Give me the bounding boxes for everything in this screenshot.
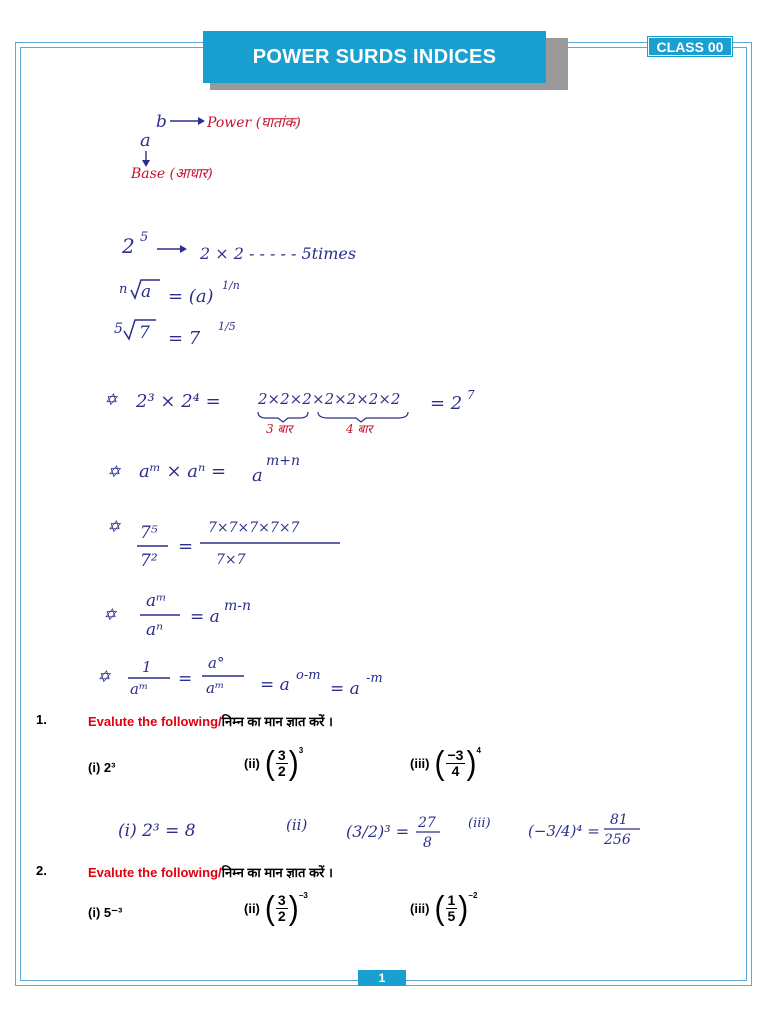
answer-iii-expr: (−3/4)⁴ =: [528, 822, 600, 840]
q1-part-ii-exp: 3: [298, 746, 304, 755]
q1-part-iii-exp: 4: [476, 746, 481, 755]
question-2-title-hi: निम्न का मान ज्ञात करें ।: [221, 865, 333, 880]
q2-part-iii-exp: −2: [468, 891, 478, 900]
star-4: ✡: [103, 605, 117, 624]
page-title: POWER SURDS INDICES: [203, 31, 546, 83]
question-2-number: 2.: [36, 863, 47, 878]
q1-part-iii-fraction: $\frac{-3}{4}$: [447, 747, 464, 779]
q1-part-iii: (iii) ( $\frac{-3}{4}$ ) 4: [410, 744, 481, 782]
rule1-brace1: [258, 412, 308, 422]
class-badge-label: CLASS 00: [648, 37, 732, 56]
star-2: ✡: [107, 462, 121, 481]
answer-ii-den: 8: [423, 835, 432, 851]
root-ex-rhs: = 7: [168, 328, 201, 349]
rule1-brace2: [318, 412, 408, 422]
rule3-rnum: 7×7×7×7×7: [208, 520, 300, 536]
arrow-power-head: [198, 117, 205, 125]
root-def-radicand: a: [141, 282, 152, 302]
answer-ii-label: (ii): [286, 816, 308, 834]
rule5-rhs1-exp: o-m: [296, 668, 321, 683]
rule1-rhs-exp: 7: [467, 388, 475, 402]
q1-part-ii-fraction: $\frac{3}{2}$: [277, 747, 286, 779]
q2-part-iii-label: (iii): [410, 901, 430, 916]
rule3-den: 7²: [140, 551, 158, 571]
question-1-title-hi: निम्न का मान ज्ञात करें ।: [221, 714, 333, 729]
base-a: a: [140, 130, 151, 151]
rule5-den2: aᵐ: [206, 679, 225, 697]
rule2-rhs-exp: m+n: [266, 453, 301, 469]
answer-i: (i) 2³ = 8: [118, 821, 196, 841]
base-label: Base (आधार): [131, 166, 213, 182]
rule5-rhs2-exp: -m: [366, 671, 383, 686]
rule4-den: aⁿ: [146, 620, 164, 640]
answer-iii-num: 81: [610, 812, 628, 828]
answer-iii-den: 256: [604, 832, 631, 848]
question-2-title-en: Evalute the following/: [88, 865, 222, 880]
q1-part-ii: (ii) ( $\frac{3}{2}$ ) 3: [244, 744, 304, 782]
rule5-eq1: =: [178, 669, 193, 689]
power-label: Power (घातांक): [207, 115, 301, 131]
q2-part-iii-fraction: $\frac{1}{5}$: [447, 892, 456, 924]
q2-part-ii: (ii) ( $\frac{3}{2}$ ) −3: [244, 889, 308, 927]
rule4-num: aᵐ: [146, 591, 167, 611]
answer-iii-label: (iii): [468, 816, 491, 831]
rule1-brace2-label: 4 बार: [346, 422, 373, 436]
page-number: 1: [358, 970, 406, 986]
rule1-rhs: = 2: [430, 393, 463, 414]
star-3: ✡: [107, 517, 121, 536]
q2-part-ii-fraction: $\frac{3}{2}$: [277, 892, 286, 924]
root-def-index: n: [119, 282, 128, 297]
ex1-base: 2: [122, 234, 135, 258]
q2-part-iii: (iii) ( $\frac{1}{5}$ ) −2: [410, 889, 478, 927]
root-def-rhs: = (a): [168, 286, 214, 307]
rule4-rhs-exp: m-n: [224, 598, 252, 614]
rule5-num2: a°: [208, 654, 225, 672]
rule1-mid2: ×2×2×2×2: [312, 390, 401, 408]
question-2-title: [88, 863, 333, 881]
rule3-rden: 7×7: [216, 552, 246, 568]
root-def-exp: 1/n: [222, 279, 240, 292]
ex1-rhs: 2 × 2 - - - - - 5times: [200, 244, 357, 263]
rule5-num1: 1: [142, 658, 152, 676]
q2-part-ii-exp: −3: [298, 891, 308, 900]
q1-part-i: (i) 2³: [88, 760, 116, 775]
answer-ii-num: 27: [418, 815, 436, 831]
rule1-mid1: 2×2×2: [258, 390, 312, 408]
rule5-den1: aᵐ: [130, 680, 149, 698]
rule2-lhs: aᵐ × aⁿ =: [139, 461, 227, 482]
rule5-rhs2: = a: [330, 679, 360, 699]
star-5: ✡: [97, 667, 111, 686]
root-ex-index: 5: [114, 321, 123, 337]
rule1-lhs: 2³ × 2⁴ =: [136, 391, 221, 412]
question-1-title: [88, 712, 333, 730]
rule3-num: 7⁵: [140, 523, 158, 543]
root-ex-radicand: 7: [139, 323, 150, 343]
q1-part-iii-label: (iii): [410, 756, 430, 771]
q2-part-i: (i) 5⁻³: [88, 905, 123, 920]
rule2-rhs-base: a: [252, 465, 263, 486]
question-1-number: 1.: [36, 712, 47, 727]
question-1-title-en: Evalute the following/: [88, 714, 222, 729]
ex1-exp: 5: [140, 230, 149, 245]
rule5-rhs1: = a: [260, 675, 290, 695]
rule1-brace1-label: 3 बार: [266, 422, 293, 436]
root-ex-exp: 1/5: [218, 320, 236, 333]
q1-part-ii-label: (ii): [244, 756, 260, 771]
q2-part-ii-label: (ii): [244, 901, 260, 916]
exponent-b: b: [156, 112, 167, 132]
rule4-rhs: = a: [190, 607, 220, 627]
answer-ii-expr: (3/2)³ =: [346, 822, 410, 841]
ex1-arrow-head: [180, 245, 187, 253]
rule3-eq: =: [178, 536, 194, 557]
star-1: ✡: [104, 390, 118, 409]
